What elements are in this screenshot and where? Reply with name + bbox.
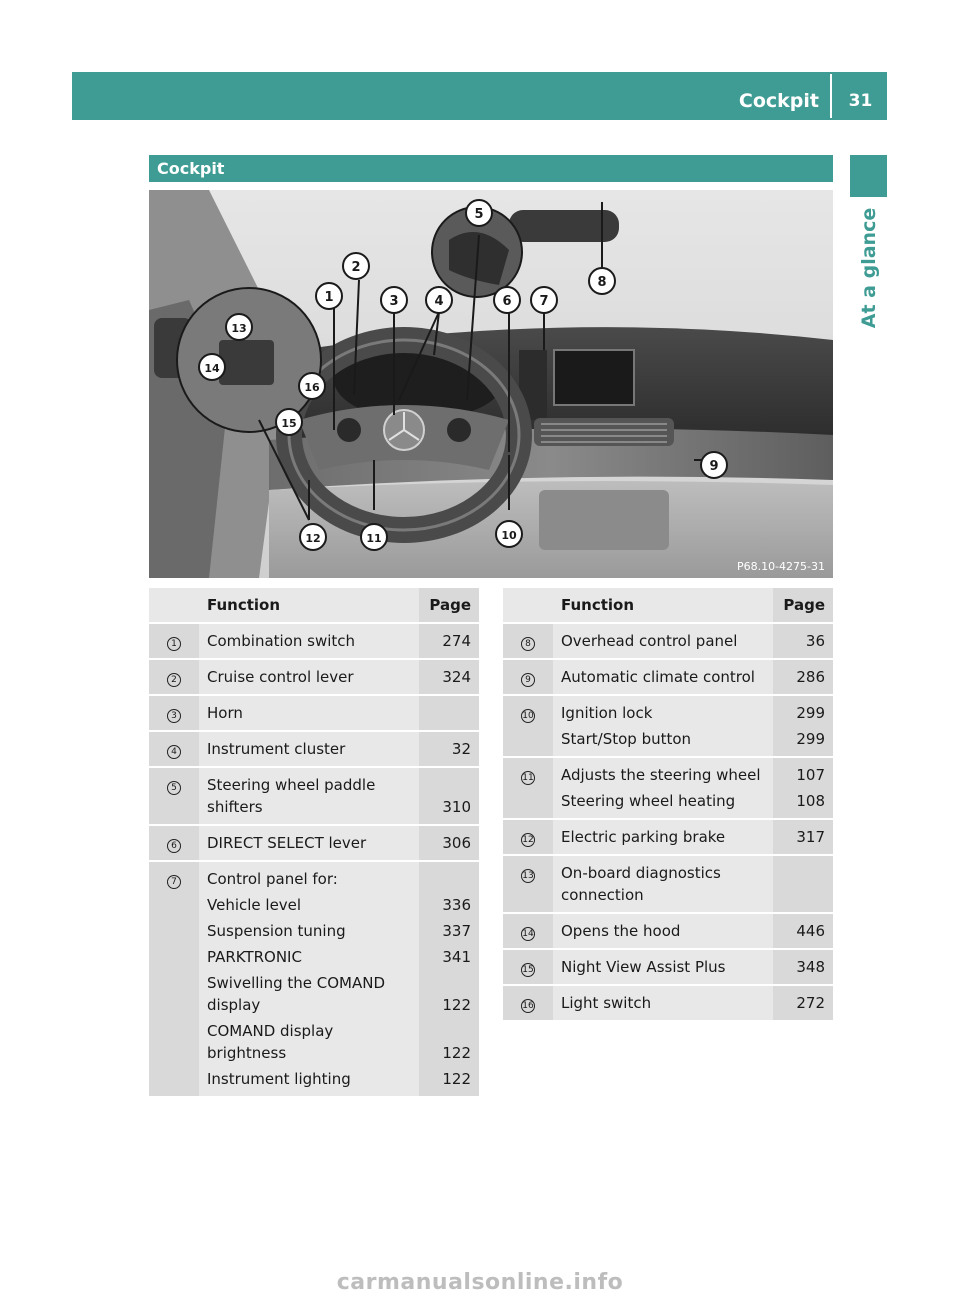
callout-7 bbox=[531, 287, 557, 313]
table-row bbox=[149, 624, 479, 660]
function-label: Instrument cluster bbox=[207, 740, 346, 758]
table-row bbox=[149, 732, 479, 768]
header-function: Function bbox=[207, 596, 281, 614]
callout-15 bbox=[276, 409, 302, 435]
table-row bbox=[149, 862, 479, 1098]
table-header bbox=[503, 588, 833, 624]
function-label: Light switch bbox=[561, 994, 652, 1012]
table-row bbox=[503, 758, 833, 820]
callout-9 bbox=[701, 452, 727, 478]
callout-number: 12 bbox=[522, 835, 534, 845]
page-ref: 272 bbox=[773, 986, 833, 1020]
callout-10 bbox=[496, 521, 522, 547]
function-entry bbox=[199, 1064, 479, 1096]
table-row bbox=[503, 696, 833, 758]
callout-number: 9 bbox=[521, 673, 535, 687]
function-entry bbox=[553, 724, 833, 756]
table-header bbox=[149, 588, 479, 624]
page-ref: 122 bbox=[419, 1064, 479, 1096]
function-label: Control panel for: bbox=[207, 870, 338, 888]
page-ref: 446 bbox=[773, 914, 833, 948]
function-entry bbox=[199, 862, 479, 890]
table-row bbox=[503, 856, 833, 914]
function-entry bbox=[199, 968, 479, 1016]
callout-number-cell bbox=[503, 660, 553, 694]
callout-number-cell bbox=[503, 856, 553, 912]
page-ref: 348 bbox=[773, 950, 833, 984]
function-entry bbox=[553, 820, 833, 854]
callout-number: 6 bbox=[167, 839, 181, 853]
callout-number-cell bbox=[149, 624, 199, 658]
svg-text:5: 5 bbox=[474, 207, 484, 222]
function-entry bbox=[199, 732, 479, 766]
function-entry bbox=[553, 624, 833, 658]
page-ref: 107 bbox=[773, 758, 833, 786]
callout-number: 2 bbox=[167, 673, 181, 687]
function-entry bbox=[553, 758, 833, 786]
svg-text:2: 2 bbox=[351, 260, 361, 275]
page-number: 31 bbox=[848, 91, 873, 111]
svg-text:14: 14 bbox=[204, 362, 220, 375]
svg-text:8: 8 bbox=[597, 275, 607, 290]
callout-number: 13 bbox=[522, 871, 534, 881]
function-label: COMAND display brightness bbox=[207, 1022, 334, 1062]
function-label: Instrument lighting bbox=[207, 1070, 351, 1088]
svg-text:10: 10 bbox=[501, 529, 517, 542]
function-entry bbox=[199, 624, 479, 658]
callout-5 bbox=[466, 200, 492, 226]
callout-number: 4 bbox=[167, 745, 181, 759]
function-entry bbox=[199, 942, 479, 968]
svg-text:11: 11 bbox=[366, 532, 382, 545]
function-label: Start/Stop button bbox=[561, 730, 692, 748]
callout-number: 7 bbox=[167, 875, 181, 889]
function-entry bbox=[553, 914, 833, 948]
callout-number: 1 bbox=[167, 637, 181, 651]
callout-11 bbox=[361, 524, 387, 550]
function-entry bbox=[199, 1016, 479, 1064]
page-ref: 274 bbox=[419, 624, 479, 658]
function-label: Steering wheel heating bbox=[561, 792, 736, 810]
header-num-cell bbox=[149, 588, 199, 622]
table-row bbox=[503, 624, 833, 660]
cockpit-photo bbox=[149, 190, 833, 578]
table-row bbox=[503, 986, 833, 1022]
function-label: Adjusts the steering wheel bbox=[561, 766, 761, 784]
callout-number-cell bbox=[503, 696, 553, 756]
svg-text:7: 7 bbox=[539, 294, 549, 309]
callout-number-cell bbox=[149, 826, 199, 860]
function-label: On-board diagnostics connection bbox=[561, 864, 721, 904]
callout-number: 15 bbox=[522, 965, 534, 975]
callout-2 bbox=[343, 253, 369, 279]
callout-6 bbox=[494, 287, 520, 313]
function-label: Ignition lock bbox=[561, 704, 653, 722]
table-row bbox=[503, 914, 833, 950]
page-ref: 32 bbox=[419, 732, 479, 766]
svg-text:15: 15 bbox=[281, 417, 297, 430]
side-tab-marker bbox=[850, 155, 887, 197]
svg-text:6: 6 bbox=[502, 294, 512, 309]
page-ref: 324 bbox=[419, 660, 479, 694]
callout-number: 3 bbox=[167, 709, 181, 723]
function-entry bbox=[553, 856, 833, 912]
callout-1 bbox=[316, 283, 342, 309]
page-ref bbox=[419, 862, 479, 890]
callout-number-cell bbox=[149, 862, 199, 1096]
svg-text:12: 12 bbox=[305, 532, 321, 545]
watermark: carmanualsonline.info bbox=[336, 1270, 624, 1295]
callout-number-cell bbox=[503, 758, 553, 818]
table-row bbox=[149, 768, 479, 826]
function-label: PARKTRONIC bbox=[207, 948, 302, 966]
figure-code: P68.10-4275-31 bbox=[736, 560, 825, 573]
function-label: DIRECT SELECT lever bbox=[207, 834, 367, 852]
function-label: Swivelling the COMAND display bbox=[207, 974, 386, 1014]
function-entry bbox=[553, 696, 833, 724]
page-ref: 36 bbox=[773, 624, 833, 658]
svg-text:13: 13 bbox=[231, 322, 247, 335]
callout-number-cell bbox=[149, 768, 199, 824]
header-page: Page bbox=[419, 588, 479, 622]
svg-text:4: 4 bbox=[434, 294, 444, 309]
callout-number: 11 bbox=[522, 773, 534, 783]
callout-number-cell bbox=[149, 660, 199, 694]
function-label: Steering wheel paddle shifters bbox=[207, 776, 376, 816]
header-page: Page bbox=[773, 588, 833, 622]
page-ref: 310 bbox=[419, 768, 479, 824]
callout-4 bbox=[426, 287, 452, 313]
svg-text:3: 3 bbox=[389, 294, 399, 309]
section-bar bbox=[149, 155, 833, 182]
page-ref: 122 bbox=[419, 1016, 479, 1064]
svg-text:16: 16 bbox=[304, 381, 320, 394]
callout-number-cell bbox=[149, 696, 199, 730]
function-label: Combination switch bbox=[207, 632, 356, 650]
function-entry bbox=[199, 890, 479, 916]
table-row bbox=[149, 696, 479, 732]
function-entry bbox=[553, 660, 833, 694]
page-ref: 286 bbox=[773, 660, 833, 694]
function-entry bbox=[199, 826, 479, 860]
function-entry bbox=[199, 768, 479, 824]
section-title: Cockpit bbox=[157, 159, 225, 178]
function-entry bbox=[199, 660, 479, 694]
function-label: Suspension tuning bbox=[207, 922, 346, 940]
callout-number-cell bbox=[503, 624, 553, 658]
page-ref: 337 bbox=[419, 916, 479, 942]
page-ref: 341 bbox=[419, 942, 479, 968]
function-table-right bbox=[503, 588, 833, 1022]
callout-14 bbox=[199, 354, 225, 380]
function-label: Horn bbox=[207, 704, 243, 722]
page-ref: 122 bbox=[419, 968, 479, 1016]
page-ref: 299 bbox=[773, 724, 833, 756]
function-label: Electric parking brake bbox=[561, 828, 726, 846]
function-entry bbox=[553, 986, 833, 1020]
side-tab-label: At a glance bbox=[858, 207, 880, 329]
page-ref: 317 bbox=[773, 820, 833, 854]
page-ref: 336 bbox=[419, 890, 479, 916]
callout-number-cell bbox=[149, 732, 199, 766]
function-entry bbox=[199, 696, 479, 730]
page-ref bbox=[419, 696, 479, 730]
function-label: Cruise control lever bbox=[207, 668, 354, 686]
function-label: Vehicle level bbox=[207, 896, 302, 914]
svg-text:9: 9 bbox=[709, 459, 719, 474]
callout-12 bbox=[300, 524, 326, 550]
header-num-cell bbox=[503, 588, 553, 622]
header-function: Function bbox=[561, 596, 635, 614]
function-table-left bbox=[149, 588, 479, 1098]
function-label: Opens the hood bbox=[561, 922, 681, 940]
callout-number: 16 bbox=[522, 1001, 534, 1011]
callout-number-cell bbox=[503, 914, 553, 948]
callout-number: 14 bbox=[522, 929, 534, 939]
table-row bbox=[503, 820, 833, 856]
callout-8 bbox=[589, 268, 615, 294]
function-entry bbox=[553, 950, 833, 984]
function-entry bbox=[553, 786, 833, 818]
callout-number: 10 bbox=[522, 711, 534, 721]
table-row bbox=[503, 660, 833, 696]
page-ref: 108 bbox=[773, 786, 833, 818]
function-label: Overhead control panel bbox=[561, 632, 738, 650]
function-label: Automatic climate control bbox=[561, 668, 755, 686]
callout-number: 8 bbox=[521, 637, 535, 651]
callout-number-cell bbox=[503, 950, 553, 984]
side-tab bbox=[852, 200, 886, 336]
callout-13 bbox=[226, 314, 252, 340]
header-title: Cockpit bbox=[738, 90, 819, 112]
table-row bbox=[149, 660, 479, 696]
callout-number: 5 bbox=[167, 781, 181, 795]
page-ref: 299 bbox=[773, 696, 833, 724]
page-ref bbox=[773, 856, 833, 912]
callout-number-cell bbox=[503, 986, 553, 1020]
table-row bbox=[149, 826, 479, 862]
table-row bbox=[503, 950, 833, 986]
page-ref: 306 bbox=[419, 826, 479, 860]
function-label: Night View Assist Plus bbox=[561, 958, 726, 976]
header-divider bbox=[830, 74, 832, 118]
callout-16 bbox=[299, 373, 325, 399]
callout-number-cell bbox=[503, 820, 553, 854]
function-entry bbox=[199, 916, 479, 942]
svg-text:1: 1 bbox=[324, 290, 334, 305]
callout-3 bbox=[381, 287, 407, 313]
